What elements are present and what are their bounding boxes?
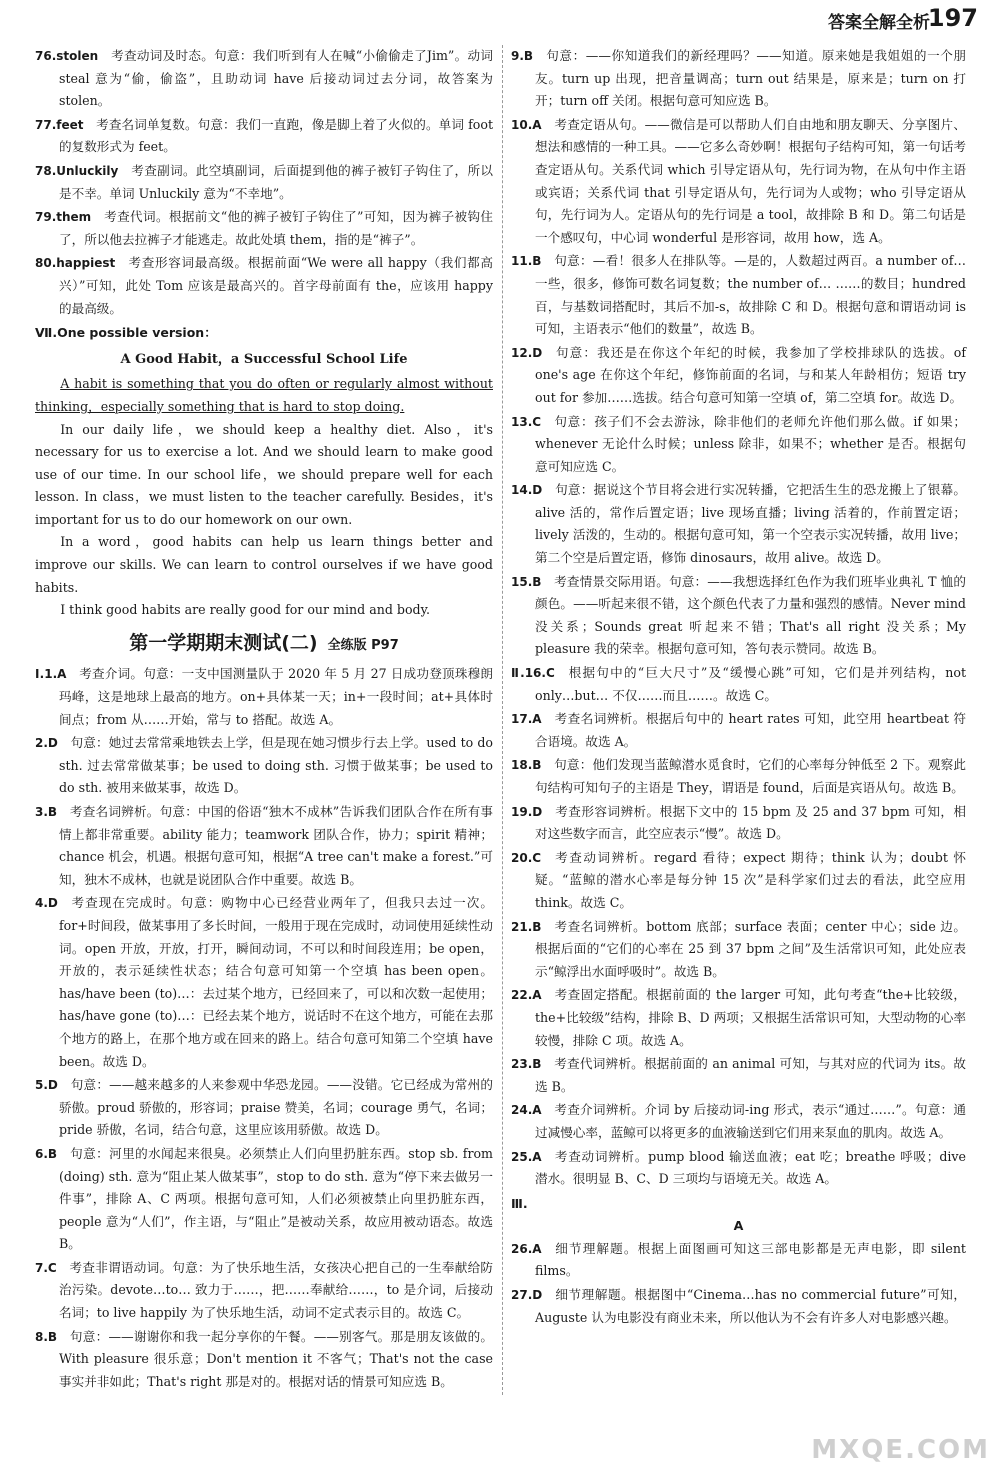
answer-number: 23.B — [511, 1057, 542, 1072]
answer-item — [35, 801, 493, 891]
answer-number: 8.B — [35, 1329, 58, 1344]
answer-item — [511, 571, 966, 661]
header-title: 答案全解全析 — [828, 13, 930, 33]
answer-item — [511, 1238, 966, 1283]
answer-item — [35, 663, 493, 731]
answer-explanation: 考查代词。根据前文“他的裤子被钉子钩住了”可知，因为裤子被钩住了，所以他去拉裤子才能逃走。故此处填 them，指的是“裤子”。 — [59, 209, 493, 247]
section-7-heading: Ⅶ.One possible version： — [35, 325, 217, 341]
answer-item — [511, 847, 966, 915]
answer-number: 3.B — [35, 805, 58, 819]
passage-letter: A — [733, 1218, 744, 1234]
answer-number: 7.C — [35, 1260, 57, 1275]
answer-item — [511, 708, 966, 753]
answer-explanation: 考查固定搭配。根据前面的 the larger 可知，此句考查“the+比较级，the+比较级”结构，排除 B、D 两项；又根据生活常识可知，大型动物的心率较慢，排除 C 项。故选 A。 — [535, 987, 966, 1048]
answer-number: 26.A — [511, 1241, 542, 1256]
answer-item — [511, 984, 966, 1052]
answer-number: 78.Unluckily — [35, 163, 119, 178]
answer-item — [511, 45, 966, 113]
essay-title: A Good Habit，a Successful School Life — [120, 351, 408, 367]
answer-explanation: 考查副词。此空填副词，后面提到他的裤子被钉子钩住了，所以是不幸。单词 Unluckily 意为“不幸地”。 — [59, 162, 493, 201]
answer-explanation: 细节理解题。根据上面图画可知这三部电影都是无声电影，即 silent films。 — [535, 1240, 966, 1279]
answer-item — [511, 250, 966, 340]
answer-explanation: 考查情景交际用语。句意：——我想选择红色作为我们班毕业典礼 T 恤的颜色。——听起来很不错，这个颜色代表了力量和强烈的感情。Never mind 没关系；Sounds great 听起来不错；That's all right 没关系；My pleasure 我的荣幸。根据句意可知，答句表示赞同。故选 B。 — [535, 573, 966, 657]
answer-explanation: 考查形容词最高级。根据前面“We were all happy（我们都高兴）”可知，此处 Tom 应该是最高兴的。首字母前面有 the，应该用 happy 的最高级。 — [59, 255, 493, 316]
answer-item — [511, 1099, 966, 1144]
answer-explanation: 考查非谓语动词。句意：为了快乐地生活，女孩决心把自己的一生奉献给防治污染。devote…to… 致力于……，把……奉献给……，to 是介词，后接动名词；to live happily 为了快乐地生活，动词不定式表示目的。故选 C。 — [59, 1259, 493, 1321]
left-answer-list-bottom — [35, 663, 493, 1393]
answer-number: 12.D — [511, 345, 543, 360]
section-3-heading: Ⅲ. — [511, 1195, 528, 1211]
answer-number: 22.A — [511, 988, 542, 1003]
essay-paragraph: I think good habits are really good for our mind and body. — [60, 602, 431, 618]
answer-explanation: 考查名词辨析。bottom 底部；surface 表面；center 中心；side 边。根据后面的“它们的心率在 25 到 37 bpm 之间”及生活常识可知，此处应表示“鲸浮出水面呼吸时”。故选 B。 — [535, 918, 966, 979]
answer-item — [511, 342, 966, 410]
answer-explanation: 考查名词辨析。句意：中国的俗语“独木不成林”告诉我们团队合作在所有事情上都非常重要。ability 能力；teamwork 团队合作，协力；spirit 精神；chance 机会，机遇。根据句意可知，根据“A tree can't make a forest.”可知，独木不成林，也就是说团队合作中重要。故选 B。 — [59, 804, 493, 887]
answer-item — [511, 801, 966, 846]
answer-explanation: 根据句中的“巨大尺寸”及“缓慢心跳”可知，它们是并列结构，not only…but… 不仅……而且……。故选 C。 — [535, 665, 966, 703]
test-title-text: 第一学期期末测试(二) — [129, 631, 318, 654]
answer-explanation: 句意：他们发现当蓝鲸潜水觅食时，它们的心率每分钟低至 2 下。观察此句结构可知句子的主语是 They，谓语是 found，后面是宾语从句。故选 B。 — [535, 757, 966, 795]
answer-explanation: 考查代词辨析。根据前面的 an animal 可知，与其对应的代词为 its。故选 B。 — [535, 1056, 966, 1094]
answer-explanation: 句意：——谢谢你和我一起分享你的午餐。——别客气。那是朋友该做的。With pleasure 很乐意；Don't mention it 不客气；That's not the case 事实并非如此；That's right 那是对的。根据对话的情景可知应选 B。 — [59, 1328, 493, 1389]
answer-number: 21.B — [511, 919, 542, 934]
answer-item — [35, 114, 493, 159]
answer-explanation: 考查定语从句。——微信是可以帮助人们自由地和朋友聊天、分享图片、想法和感情的一种工具。——它多么奇妙啊！根据句子结构可知，第一句话考查定语从句。关系代词 which 引导定语从句，先行词为物，在从句中作主语或宾语；关系代词 that 引导定语从句，先行词为人或物；who 引导定语从句，先行词为人。定语从句的先行词是 a tool，故排除 B 和 D。第二句话是一个感叹句，中心词 wonderful 是形容词，故用 how，选 A。 — [535, 116, 966, 245]
right-answer-list-bottom — [511, 1238, 966, 1329]
answer-number: 13.C — [511, 414, 542, 429]
page-number: 197 — [927, 4, 978, 32]
essay-paragraph: In a word，good habits can help us learn things better and improve our skills. We can learn to control ourselves if we have good habits. — [35, 534, 493, 595]
answer-explanation: 句意：据说这个节目将会进行实况转播，它把活生生的恐龙搬上了银幕。alive 活的，常作后置定语；live 现场直播；living 活着的，作前置定语；lively 活泼的，生动的。根据句意可知，第一个空表示实况转播，故用 live；第二个空是后置定语，修饰 dinosaurs，故用 alive。故选 D。 — [535, 482, 966, 566]
answer-explanation: 句意：——越来越多的人来参观中华恐龙园。——没错。它已经成为常州的骄傲。proud 骄傲的，形容词；praise 赞美，名词；courage 勇气，名词；pride 骄傲，名词，结合句意，这里应该用骄傲。故选 D。 — [59, 1077, 493, 1138]
answer-explanation: 句意：孩子们不会去游泳，除非他们的老师允许他们那么做。if 如果；whenever 无论什么时候；unless 除非，如果不；whether 是否。根据句意可知应选 C。 — [535, 413, 966, 474]
answer-item — [511, 411, 966, 479]
answer-item — [511, 1146, 966, 1191]
answer-number: 14.D — [511, 483, 543, 498]
answer-number: 19.D — [511, 804, 543, 819]
answer-number: 5.D — [35, 1078, 58, 1093]
answer-item — [35, 1143, 493, 1256]
left-column — [35, 45, 493, 1394]
answer-item — [35, 1257, 493, 1325]
answer-number: 79.them — [35, 210, 92, 225]
answer-item — [511, 916, 966, 984]
answer-explanation: 考查动词辨析。regard 看待；expect 期待；think 认为；doubt 怀疑。“蓝鲸的潜水心率是每分钟 15 次”是科学家们过去的看法，此空应用 think。故选 C。 — [535, 849, 966, 910]
answer-item — [35, 732, 493, 800]
answer-explanation: 细节理解题。根据图中“Cinema…has no commercial future”可知，Auguste 认为电影没有商业未来，所以他认为不会有许多人对电影感兴趣。 — [535, 1287, 966, 1325]
answer-explanation: 句意：——你知道我们的新经理吗？——知道。原来她是我姐姐的一个朋友。turn up 出现，把音量调高；turn out 结果是，原来是；turn on 打开；turn off 关闭。根据句意可知应选 B。 — [535, 48, 966, 109]
right-answer-list-top — [511, 45, 966, 1191]
watermark: MXQE.COM — [811, 1435, 990, 1465]
answer-number: 2.D — [35, 736, 58, 751]
answer-explanation: 句意：—看！很多人在排队等。—是的，人数超过两百。a number of…一些，很多，修饰可数名词复数；the number of… ……的数目；hundred 百，与基数词搭配时，其后不加-s，故排除 C 和 D。根据句意和谓语动词 is 可知，主语表示“他们的数量”，故选 B。 — [535, 253, 966, 337]
answer-item — [511, 479, 966, 569]
answer-item — [35, 45, 493, 113]
left-answer-list-top — [35, 45, 493, 320]
answer-number: Ⅱ.16.C — [511, 666, 555, 681]
right-column — [511, 45, 966, 1330]
answer-number: 9.B — [511, 49, 534, 63]
answer-explanation: 考查现在完成时。句意：购物中心已经营业两年了，但我只去过一次。for+时间段，做某事用了多长时间，一般用于现在完成时，动词使用延续性动词。open 开放，开放，打开，瞬间动词，不可以和时间段连用；be open，开放的，表示延续性状态；结合句意可知第一个空填 has been open。has/have been (to)…：去过某个地方，已经回来了，可以和次数一起使用；has/have gone (to)…：已经去某个地方，说话时不在这个地方，可能在去那个地方的路上，在那个地方或在回来的路上。结合句意可知第二个空填 have been。故选 D。 — [59, 895, 493, 1069]
answer-explanation: 考查介词。句意：一支中国测量队于 2020 年 5 月 27 日成功登顶珠穆朗玛峰，这是地球上最高的地方。on+具体某一天；in+一段时间；at+具体时间点；from 从……开始，常与 to 搭配。故选 A。 — [59, 666, 493, 727]
answer-number: 17.A — [511, 712, 542, 727]
answer-number: 25.A — [511, 1149, 542, 1164]
answer-explanation: 句意：她过去常常乘地铁去上学，但是现在她习惯步行去上学。used to do sth. 过去常常做某事；be used to doing sth. 习惯于做某事；be used to do sth. 被用来做某事，故选 D。 — [59, 735, 493, 796]
answer-item — [35, 160, 493, 205]
answer-explanation: 考查动词及时态。句意：我们听到有人在喊“小偷偷走了Jim”。动词 steal 意为“偷，偷盗”，且助动词 have 后接动词过去分词，故答案为 stolen。 — [59, 48, 493, 109]
answer-explanation: 考查动词辨析。pump blood 输送血液；eat 吃；breathe 呼吸；dive 潜水。很明显 B、C、D 三项均与语境无关。故选 A。 — [535, 1148, 966, 1187]
answer-item — [511, 754, 966, 799]
answer-number: 18.B — [511, 758, 542, 773]
answer-number: 80.happiest — [35, 256, 116, 271]
answer-item — [511, 114, 966, 250]
answer-item — [35, 892, 493, 1073]
answer-number: 6.B — [35, 1146, 58, 1161]
answer-explanation: 考查介词辨析。介词 by 后接动词-ing 形式，表示“通过……”。句意：通过减慢心率，蓝鲸可以将更多的血液输送到它们用来泵血的肌肉。故选 A。 — [535, 1102, 966, 1140]
test-title — [35, 632, 493, 658]
answer-number: 11.B — [511, 254, 542, 269]
test-reference: 全练版 P97 — [327, 637, 399, 653]
essay-paragraph: In our daily life，we should keep a healthy diet. Also，it's necessary for us to exercise a lot. And we should learn to make good use of our time. In our school life，we should prepare well for each lesson. In class，we must listen to the teacher carefully. Besides，it's important for us to do our homework on our own. — [35, 421, 493, 527]
answer-number: 76.stolen — [35, 49, 99, 63]
answer-number: 15.B — [511, 574, 542, 589]
answer-number: 20.C — [511, 850, 542, 865]
answer-item — [35, 206, 493, 251]
answer-explanation: 句意：河里的水闻起来很臭。必须禁止人们向里扔脏东西。stop sb. from (doing) sth. 意为“阻止某人做某事”，stop to do sth. 意为“停下来去做另一件事”，排除 A、C 两项。根据句意可知，人们必须被禁止向里扔脏东西，people 意为“人们”，作主语，与“阻止”是被动关系，故应用被动语态。故选 B。 — [59, 1145, 493, 1252]
answer-explanation: 句意：我还是在你这个年纪的时候，我参加了学校排球队的选拔。of one's age 在你这个年纪，修饰前面的名词，与和某人年龄相仿；短语 try out for 参加……选拔。结合句意可知第一空填 of，第二空填 for。故选 D。 — [535, 344, 966, 405]
column-divider — [502, 45, 504, 1395]
answer-explanation: 考查名词辨析。根据后句中的 heart rates 可知，此空用 heartbeat 符合语境。故选 A。 — [535, 711, 966, 749]
essay — [35, 373, 493, 622]
answer-number: 4.D — [35, 896, 58, 911]
answer-item — [35, 252, 493, 320]
answer-item — [35, 1326, 493, 1394]
answer-item — [35, 1074, 493, 1142]
essay-paragraph: A habit is something that you do often or regularly almost without thinking，especially something that is hard to stop doing. — [35, 376, 493, 414]
answer-explanation: 考查形容词辨析。根据下文中的 15 bpm 及 25 and 37 bpm 可知，相对这些数字而言，此空应表示“慢”。故选 D。 — [535, 803, 966, 842]
answer-number: 10.A — [511, 117, 542, 132]
answer-item — [511, 1284, 966, 1329]
answer-item — [511, 662, 966, 707]
answer-number: Ⅰ.1.A — [35, 667, 67, 682]
answer-number: 27.D — [511, 1288, 543, 1303]
answer-item — [511, 1053, 966, 1098]
answer-number: 77.feet — [35, 117, 84, 132]
answer-number: 24.A — [511, 1103, 542, 1118]
answer-explanation: 考查名词单复数。句意：我们一直跑，像是脚上着了火似的。单词 foot 的复数形式为 feet。 — [59, 116, 493, 155]
page-header — [0, 6, 1000, 36]
